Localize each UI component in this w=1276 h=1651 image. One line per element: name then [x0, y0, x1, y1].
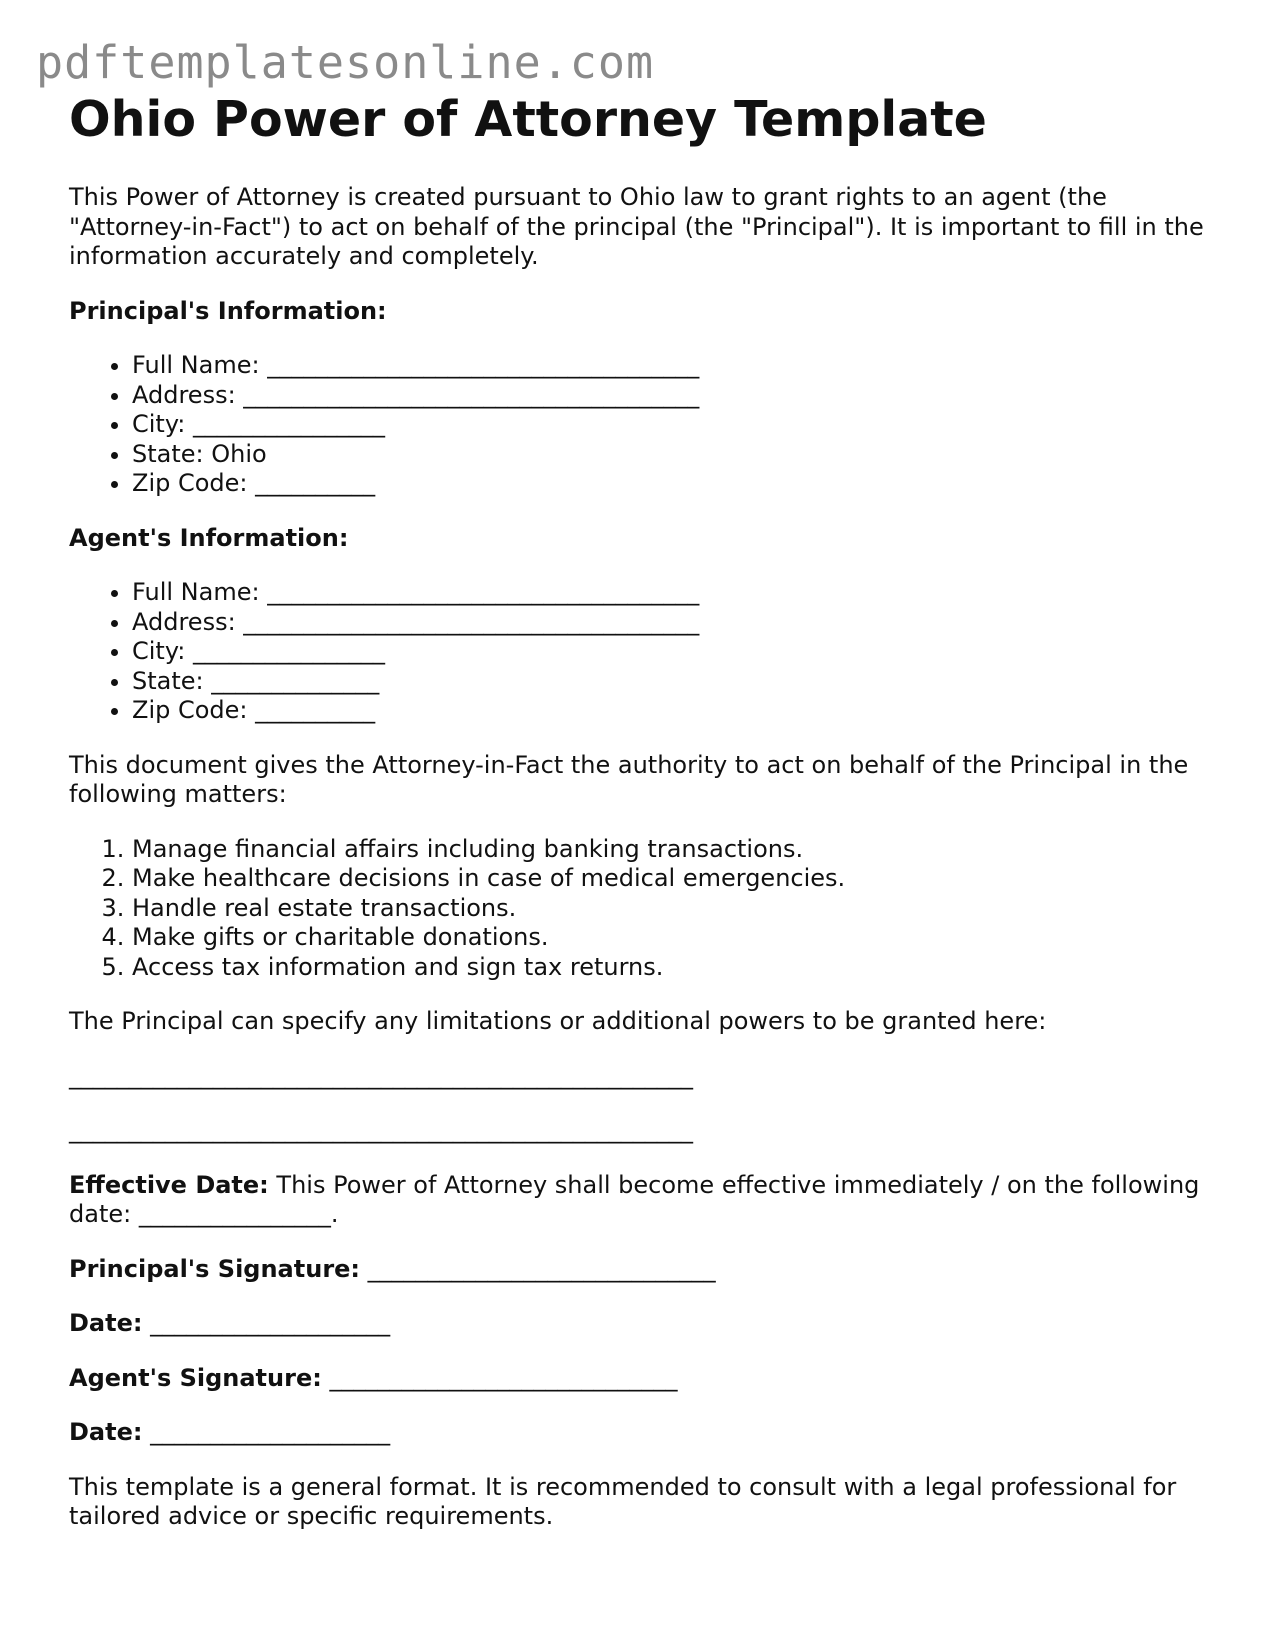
- principal-info-list: [69, 351, 1219, 499]
- effective-date-label: Effective Date:: [69, 1170, 269, 1199]
- agent-zip-field: • Zip Code: __________: [132, 696, 1219, 726]
- matter-item: 2. Make healthcare decisions in case of medical emergencies.: [132, 864, 1219, 894]
- matter-item: 4. Make gifts or charitable donations.: [132, 923, 1219, 953]
- principal-full-name-field: • Full Name: ____________________________________: [132, 351, 1219, 381]
- agent-date-label: Date:: [69, 1418, 143, 1446]
- principal-info-heading: Principal's Information:: [69, 296, 387, 325]
- effective-date-text: This Power of Attorney shall become effective immediately / on the following date: ________________.: [69, 1170, 1200, 1228]
- footer-disclaimer: This template is a general format. It is recommended to consult with a legal professional for tailored advice or specific requirements.: [69, 1472, 1177, 1530]
- agent-date-row: [69, 1418, 1219, 1448]
- agent-full-name-field: • Full Name: ____________________________________: [132, 578, 1219, 608]
- intro-paragraph: This Power of Attorney is created pursuant to Ohio law to grant rights to an agent (the "Attorney-in-Fact") to act on behalf of the principal (the "Principal"). It is important to fill in the information accurately and completely.: [69, 183, 1204, 270]
- principal-signature-label: Principal's Signature:: [69, 1254, 361, 1283]
- principal-date-row: [69, 1309, 1219, 1339]
- principal-city-field: • City: ________________: [132, 410, 1219, 440]
- limitations-blank-line-2: ____________________________________________________: [69, 1116, 693, 1144]
- watermark-text: pdftemplatesonline.com: [36, 36, 655, 89]
- principal-state-field: • State: Ohio: [132, 440, 1219, 470]
- principal-date-line: ____________________: [142, 1309, 391, 1337]
- agent-signature-line: _____________________________: [321, 1363, 678, 1392]
- agent-signature-label: Agent's Signature:: [69, 1363, 322, 1392]
- agent-state-field: • State: ______________: [132, 667, 1219, 697]
- matter-item: 1. Manage financial affairs including banking transactions.: [132, 835, 1219, 865]
- authority-matters-list: [69, 835, 1219, 983]
- agent-address-field: • Address: ______________________________________: [132, 608, 1219, 638]
- principal-address-field: • Address: ______________________________________: [132, 381, 1219, 411]
- document-body: [69, 88, 1219, 1532]
- agent-city-field: • City: ________________: [132, 637, 1219, 667]
- document-title: Ohio Power of Attorney Template: [69, 91, 987, 148]
- effective-date-paragraph: [69, 1171, 1219, 1230]
- limitations-paragraph: The Principal can specify any limitations or additional powers to be granted here:: [69, 1007, 1047, 1035]
- principal-zip-field: • Zip Code: __________: [132, 469, 1219, 499]
- authority-paragraph: This document gives the Attorney-in-Fact the authority to act on behalf of the Principal in the following matters:: [69, 750, 1189, 808]
- matter-item: 3. Handle real estate transactions.: [132, 894, 1219, 924]
- matter-item: 5. Access tax information and sign tax returns.: [132, 953, 1219, 983]
- agent-date-line: ____________________: [142, 1418, 391, 1446]
- limitations-blank-line-1: ____________________________________________________: [69, 1061, 693, 1090]
- principal-date-label: Date:: [69, 1309, 143, 1337]
- principal-signature-row: [69, 1255, 1219, 1285]
- agent-info-heading: Agent's Information:: [69, 523, 349, 552]
- principal-signature-line: _____________________________: [360, 1254, 716, 1283]
- agent-signature-row: [69, 1364, 1219, 1394]
- agent-info-list: [69, 578, 1219, 726]
